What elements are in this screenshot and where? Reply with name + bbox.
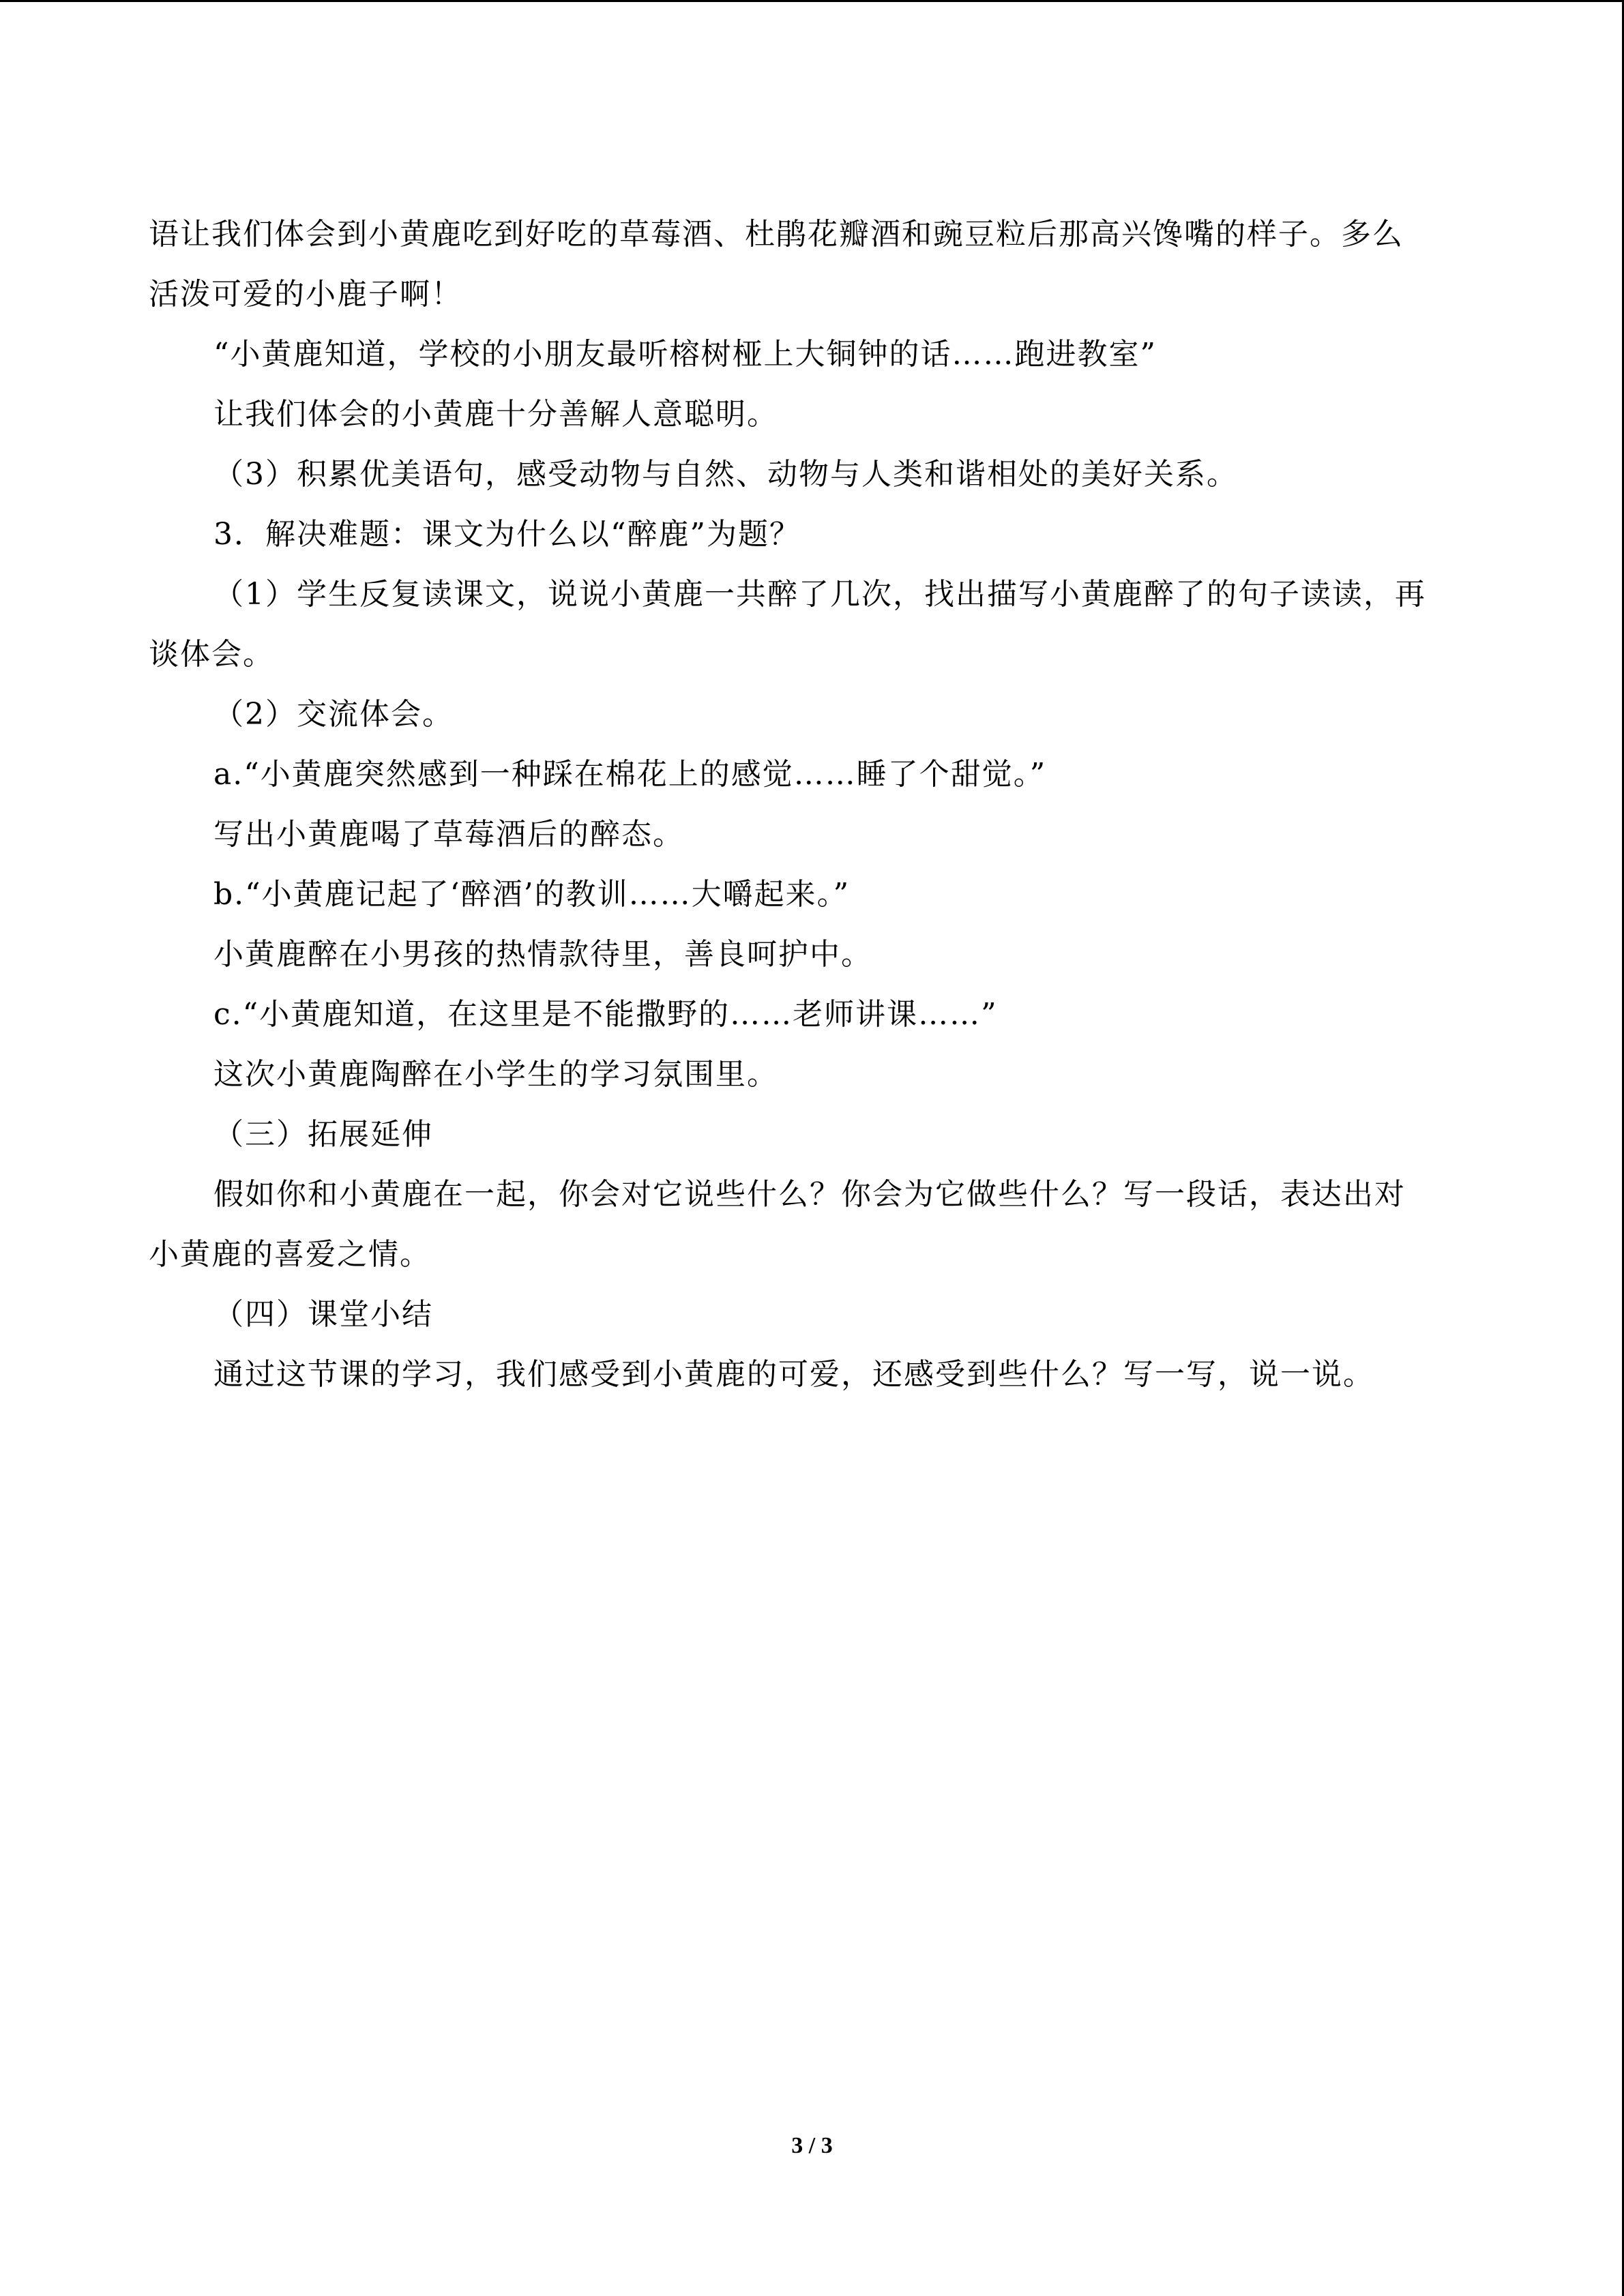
text-line: c.“小黄鹿知道，在这里是不能撒野的……老师讲课……” <box>213 997 998 1032</box>
text-line: 假如你和小黄鹿在一起，你会对它说些什么？你会为它做些什么？写一段话，表达出对 <box>213 1177 1406 1212</box>
text-line: 这次小黄鹿陶醉在小学生的学习氛围里。 <box>213 1057 778 1092</box>
page-number: 3 / 3 <box>791 2133 833 2158</box>
text-line: 小黄鹿醉在小男孩的热情款待里，善良呵护中。 <box>213 937 872 972</box>
text-line: “小黄鹿知道，学校的小朋友最听榕树桠上大铜钟的话……跑进教室” <box>213 337 1157 372</box>
text-line: 语让我们体会到小黄鹿吃到好吃的草莓酒、杜鹃花瓣酒和豌豆粒后那高兴馋嘴的样子。多么 <box>149 217 1404 252</box>
text-line: 让我们体会的小黄鹿十分善解人意聪明。 <box>213 397 778 432</box>
text-line: （3）积累优美语句，感受动物与自然、动物与人类和谐相处的美好关系。 <box>213 457 1238 492</box>
text-line: （2）交流体会。 <box>213 697 454 732</box>
top-border-line <box>0 0 1624 2</box>
text-line: a.“小黄鹿突然感到一种踩在棉花上的感觉……睡了个甜觉。” <box>213 757 1047 792</box>
text-line: 谈体会。 <box>149 637 274 672</box>
text-line: 活泼可爱的小鹿子啊！ <box>149 277 462 312</box>
text-line: 通过这节课的学习，我们感受到小黄鹿的可爱，还感受到些什么？写一写，说一说。 <box>213 1357 1374 1392</box>
text-line: （1）学生反复读课文，说说小黄鹿一共醉了几次，找出描写小黄鹿醉了的句子读读，再 <box>213 577 1426 612</box>
text-line: 写出小黄鹿喝了草莓酒后的醉态。 <box>213 817 684 852</box>
section-heading: 3．解决难题：课文为什么以“醉鹿”为题？ <box>213 517 801 552</box>
text-line: 小黄鹿的喜爱之情。 <box>149 1237 431 1272</box>
document-body <box>149 205 1475 1405</box>
section-heading: （四）课堂小结 <box>213 1297 433 1332</box>
text-line: b.“小黄鹿记起了‘醉酒’的教训……大嚼起来。” <box>213 877 851 912</box>
section-heading: （三）拓展延伸 <box>213 1117 433 1152</box>
